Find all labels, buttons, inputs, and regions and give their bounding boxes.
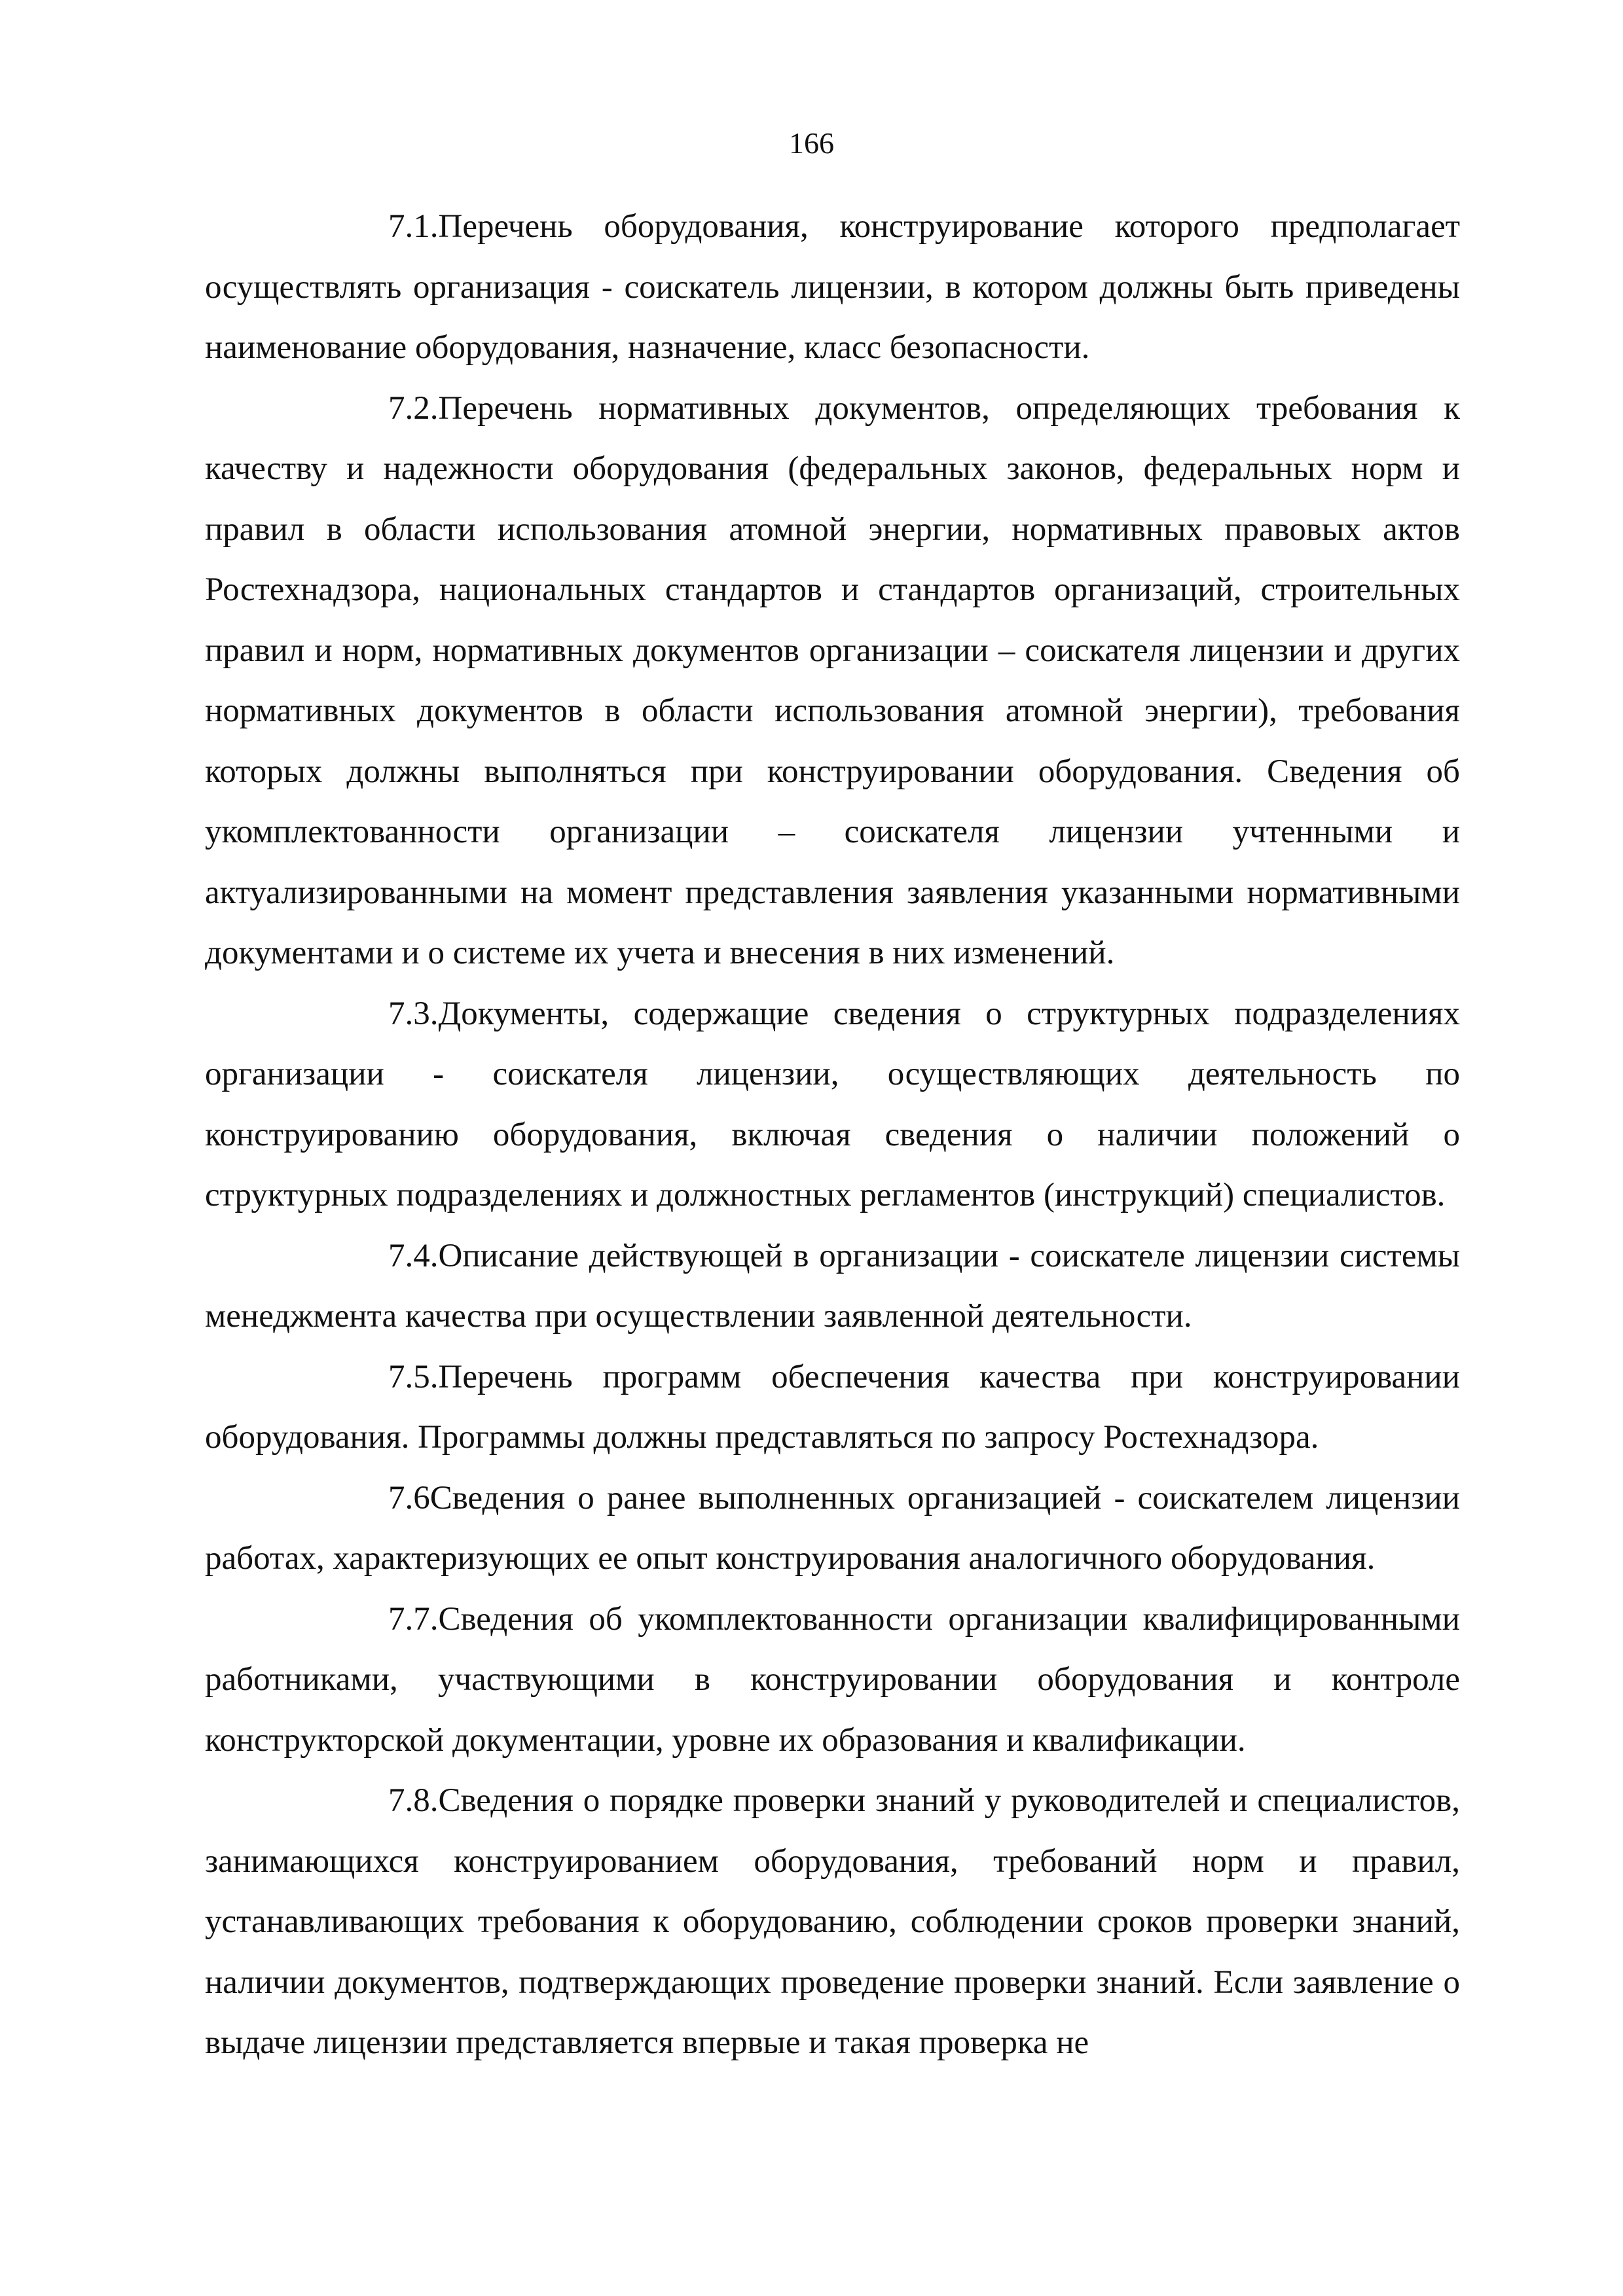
- paragraph-text: Сведения о ранее выполненных организацией - соискателем лицензии работах, характеризующих ее опыт конструирования аналогичного оборудования.: [205, 1479, 1460, 1577]
- paragraph-7-1: [205, 196, 1460, 378]
- paragraph-text: Перечень нормативных документов, определяющих требования к качеству и надежности оборудования (федеральных законов, федеральных норм и правил в области использования атомной энергии, нормативных правовых актов Ростехнадзора, национальных стандартов и стандартов организаций, строительных правил и норм, нормативных документов организации – соискателя лицензии и других нормативных документов в области использования атомной энергии), требования которых должны выполняться при конструировании оборудования. Сведения об укомплектованности организации – соискателя лицензии учтенными и актуализированными на момент представления заявления указанными нормативными документами и о системе их учета и внесения в них изменений.: [205, 389, 1460, 971]
- page-number: 166: [789, 126, 834, 160]
- paragraph-number: 7.1.: [388, 208, 439, 245]
- paragraph-7-4: [205, 1226, 1460, 1347]
- paragraph-text: Перечень программ обеспечения качества при конструировании оборудования. Программы должны представляться по запросу Ростехнадзора.: [205, 1358, 1460, 1456]
- paragraph-number: 7.5.: [388, 1358, 439, 1395]
- paragraph-text: Документы, содержащие сведения о структурных подразделениях организации - соискателя лицензии, осуществляющих деятельность по конструированию оборудования, включая сведения о наличии положений о структурных подразделениях и должностных регламентов (инструкций) специалистов.: [205, 995, 1460, 1213]
- paragraph-number: 7.4.: [388, 1237, 439, 1274]
- paragraph-number: 7.8.: [388, 1782, 439, 1819]
- paragraph-number: 7.7.: [388, 1600, 439, 1638]
- paragraph-number: 7.2.: [388, 389, 439, 427]
- paragraph-number: 7.6: [388, 1479, 430, 1516]
- paragraph-text: Описание действующей в организации - соискателе лицензии системы менеджмента качества при осуществлении заявленной деятельности.: [205, 1237, 1460, 1335]
- paragraph-text: Сведения об укомплектованности организации квалифицированными работниками, участвующими в конструировании оборудования и контроле конструкторской документации, уровне их образования и квалификации.: [205, 1600, 1460, 1759]
- paragraph-text: Сведения о порядке проверки знаний у руководителей и специалистов, занимающихся конструированием оборудования, требований норм и правил, устанавливающих требования к оборудованию, соблюдении сроков проверки знаний, наличии документов, подтверждающих проведение проверки знаний. Если заявление о выдаче лицензии представляется впервые и такая проверка не: [205, 1782, 1460, 2061]
- paragraph-7-7: [205, 1589, 1460, 1771]
- paragraph-number: 7.3.: [388, 995, 439, 1032]
- paragraph-7-3: [205, 984, 1460, 1226]
- paragraph-7-6: [205, 1468, 1460, 1589]
- paragraph-7-8: [205, 1770, 1460, 2073]
- paragraph-7-5: [205, 1347, 1460, 1468]
- paragraph-text: Перечень оборудования, конструирование которого предполагает осуществлять организация - соискатель лицензии, в котором должны быть приведены наименование оборудования, назначение, класс безопасности.: [205, 208, 1460, 366]
- document-body: [205, 196, 1460, 2073]
- paragraph-7-2: [205, 378, 1460, 984]
